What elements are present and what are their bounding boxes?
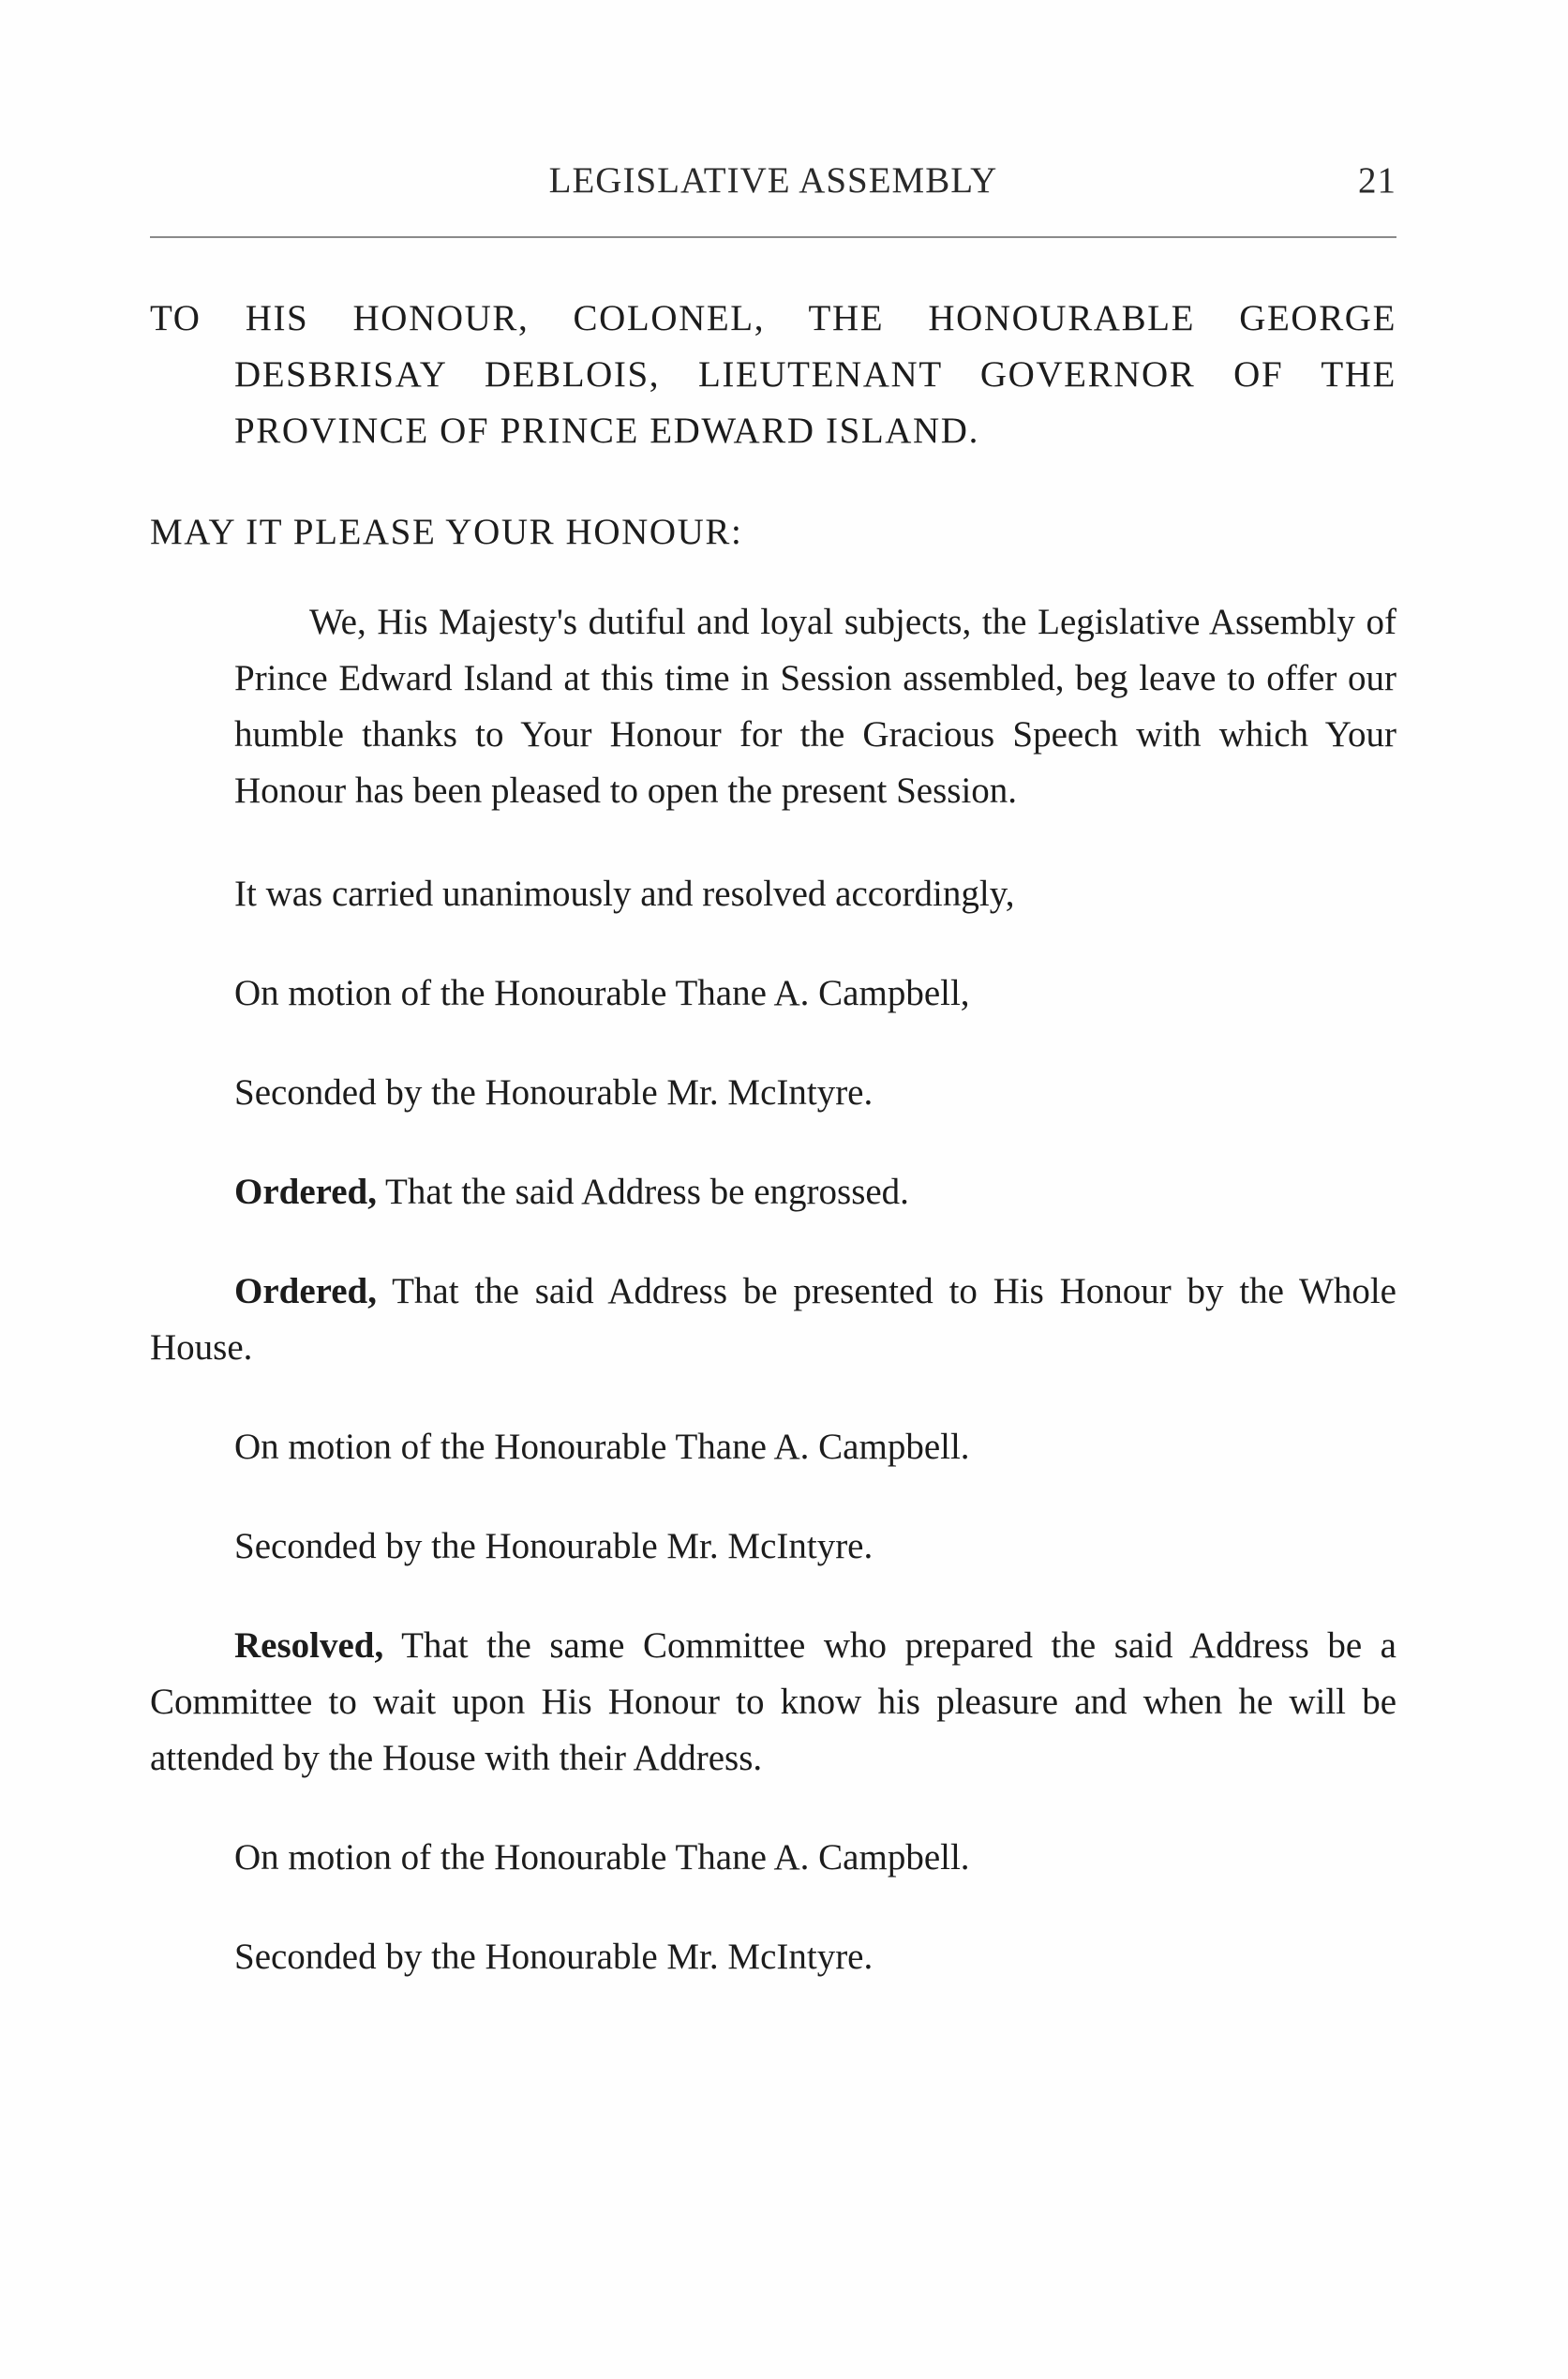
paragraph: [150, 1929, 1396, 1985]
paragraph-text: It was carried unanimously and resolved accordingly,: [234, 874, 1015, 914]
address-salutation: MAY IT PLEASE YOUR HONOUR:: [150, 512, 743, 552]
running-head: [150, 159, 1396, 216]
page-number: 21: [1358, 160, 1396, 201]
paragraph-lead: Resolved,: [234, 1625, 384, 1666]
paragraph: [150, 1164, 1396, 1220]
paragraph-lead: Ordered,: [234, 1271, 378, 1311]
paragraph: [150, 965, 1396, 1022]
header-rule: [150, 236, 1396, 238]
paragraph-text: Seconded by the Honourable Mr. McIntyre.: [234, 1526, 874, 1566]
paragraph-text: On motion of the Honourable Thane A. Campbell.: [234, 1427, 970, 1467]
paragraph: [150, 1065, 1396, 1121]
address-body: We, His Majesty's dutiful and loyal subjects, the Legislative Assembly of Prince Edward Island at this time in Session assembled, beg leave to offer our humble thanks to Your Honour for the Gracious Speech with which Your Honour has been pleased to open the present Session.: [234, 602, 1396, 811]
paragraph-text: That the said Address be presented to His Honour by the Whole House.: [150, 1271, 1396, 1368]
paragraph: [150, 1830, 1396, 1886]
paragraph-text: On motion of the Honourable Thane A. Campbell,: [234, 973, 970, 1013]
paragraph-lead: Ordered,: [234, 1172, 378, 1212]
running-head-title: LEGISLATIVE ASSEMBLY: [548, 160, 998, 201]
page-body: [150, 291, 1396, 1985]
paragraph-text: That the same Committee who prepared the said Address be a Committee to wait upon His Honour to know his pleasure and when he will be attended by the House with their Address.: [150, 1625, 1396, 1778]
paragraph: [150, 1618, 1396, 1787]
paragraph-text: That the said Address be engrossed.: [377, 1172, 909, 1212]
paragraph: [150, 1519, 1396, 1575]
address-addressee: TO HIS HONOUR, COLONEL, THE HONOURABLE GEORGE DESBRISAY DEBLOIS, LIEUTENANT GOVERNOR OF THE PROVINCE OF PRINCE EDWARD ISLAND.: [150, 298, 1396, 451]
paragraph: [150, 1264, 1396, 1376]
paragraph-text: Seconded by the Honourable Mr. McIntyre.: [234, 1072, 874, 1113]
paragraph: [150, 1419, 1396, 1475]
paragraph-text: Seconded by the Honourable Mr. McIntyre.: [234, 1937, 874, 1977]
paragraph: [150, 866, 1396, 922]
paragraph-text: On motion of the Honourable Thane A. Campbell.: [234, 1837, 970, 1878]
